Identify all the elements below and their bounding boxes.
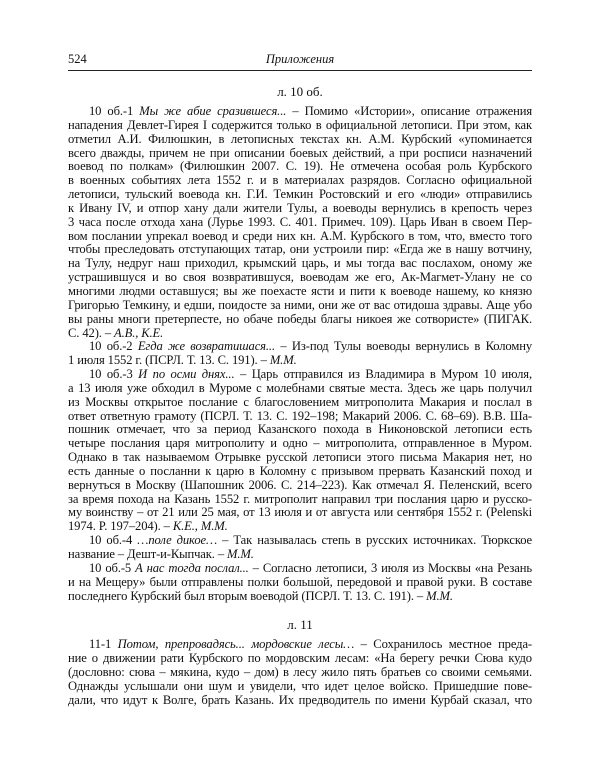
text-segment: – Так называлась степь в русских источниках. Тюркское <box>217 533 532 548</box>
text-segment: (дословно: сюва – мякина, кудо – дом) в лесу жило пять братьев со своими семьями. <box>68 665 532 680</box>
text-segment: отметил А.И. Филюшкин, в летописных текстах кн. А.М. Курбский «упоминается <box>68 131 532 146</box>
text-segment: 3 часа после отхода хана (Лурье 1993. С. 401. Примеч. 109). Царь Иван в своем Пер- <box>68 214 532 229</box>
text-segment: вом послании упрекал воевод и среди них кн. А.М. Курбского в том, что, вместо того <box>68 228 532 243</box>
text-segment: из Москвы открытое послание с благословением митрополита Макария и послал в <box>68 394 532 409</box>
text-segment: пошник отмечает, что за период Казанского похода в Никоновской летописи есть <box>68 422 532 437</box>
text-line <box>68 105 532 119</box>
text-segment: последнего Курбский был вторым воеводой (ПСРЛ. Т. 13. С. 191). – <box>68 588 427 603</box>
text-segment: многими людми оставшуся; вы же поехасте ясти и пити к воеводе нашему, ко князю <box>68 283 532 298</box>
page-number: 524 <box>68 52 87 66</box>
text-segment: за время похода на Казань 1552 г. митрополит направил три послания царю и русско- <box>68 491 532 506</box>
italic-text: М.М. <box>426 588 453 603</box>
italic-text: А.В., К.Е. <box>114 325 164 340</box>
text-line <box>68 437 532 451</box>
text-line <box>68 202 532 216</box>
italic-text: Мы же абие сразившеся... <box>139 104 287 118</box>
text-segment: летописи, тульский воевода кн. Г.И. Темкин Ростовский и его «люди» отправились <box>68 187 532 202</box>
text-segment: 10 об.-4 <box>89 533 138 548</box>
text-line <box>68 313 532 327</box>
text-line <box>68 548 532 562</box>
text-line <box>68 666 532 680</box>
text-line <box>68 354 532 368</box>
section-heading-10ob: л. 10 об. <box>277 84 323 99</box>
running-title: Приложения <box>265 52 335 66</box>
text-segment: дали, что идут к Волге, брать Казань. Их предводитель по имени Курбай сказал, что <box>68 692 532 707</box>
text-line <box>68 680 532 694</box>
text-segment: Григорью Темкину, и едши, поидосте за ними, они же от вас отидоша здравы. Аще убо <box>68 297 532 312</box>
text-segment: ответ ответную грамоту (ПСРЛ. Т. 13. С. 192–198; Макарий 2006. С. 68–69). В.В. Ша- <box>68 408 532 423</box>
text-segment: устрашившуся и во своя возвратившуся, воеводам же его, Ак-Магмет-Улану не со <box>68 270 532 285</box>
italic-text: И по осми днях... <box>138 367 235 382</box>
text-line <box>68 327 532 341</box>
italic-text: К.Е., М.М. <box>172 519 228 534</box>
section-body-11 <box>68 638 532 707</box>
text-line <box>68 382 532 396</box>
text-line <box>68 119 532 133</box>
text-segment: Однажды услышали они шум и увидели, что идет целое войско. Пришедшие пове- <box>68 678 532 693</box>
italic-text: А нас тогда послал... <box>135 560 249 575</box>
text-segment: есть данные о посланни к царю в Коломну с призывом прервать Казанский поход и <box>68 463 532 478</box>
text-line <box>68 230 532 244</box>
text-line <box>68 410 532 424</box>
text-segment: ние о движении рати Курбского по мордовским лесам: «На берегу речки Сюва кудо <box>68 651 532 666</box>
text-segment: чтобы преследовать отступающих татар, они устроили пир: «Егда же в нашу вотчину, <box>68 242 532 257</box>
text-segment: вернуться в Москву (Шапошник 2006. С. 214–223). Как отмечал Я. Пеленский, всего <box>68 477 532 492</box>
text-segment: 10 об.-5 <box>89 560 136 575</box>
text-line <box>68 451 532 465</box>
text-line <box>68 520 532 534</box>
running-header <box>68 50 532 71</box>
text-line <box>68 257 532 271</box>
italic-text: Потом, препровадясь... мордовские лесы… <box>117 637 355 652</box>
text-line <box>68 216 532 230</box>
italic-text: М.М. <box>227 547 254 561</box>
text-segment: четыре послания царя митрополиту и одно – митрополита, отправленное в Муром. <box>68 436 532 451</box>
text-segment: 10 об.-3 <box>89 367 139 382</box>
text-line <box>68 465 532 479</box>
text-segment: 1974. P. 197–204). – <box>68 519 173 534</box>
page-content <box>68 84 532 708</box>
text-segment: и на Мещеру» были отправлены полки большой, передовой и правой руки. В составе <box>68 574 532 589</box>
text-segment: – Сохранилось местное преда- <box>354 637 532 652</box>
text-segment: – Согласно летописи, 3 июля из Москвы «на Резань <box>248 560 532 575</box>
text-line <box>68 479 532 493</box>
text-line <box>68 368 532 382</box>
text-line <box>68 340 532 354</box>
text-segment: всего дважды, причем не при описании боевых действий, а при росписи назначений <box>68 145 532 160</box>
text-segment: – Помимо «Истории», описание отражения <box>286 104 533 118</box>
text-line <box>68 534 532 548</box>
text-line <box>68 174 532 188</box>
text-line <box>68 423 532 437</box>
text-line <box>68 590 532 604</box>
text-line <box>68 188 532 202</box>
text-line <box>68 652 532 666</box>
text-segment: а 13 июля уже обходил в Муроме с молебнами святые места. Здесь же царь получил <box>68 380 532 395</box>
text-line <box>68 493 532 507</box>
text-segment: 1 июля 1552 г. (ПСРЛ. Т. 13. С. 191). – <box>68 353 270 368</box>
text-segment: вы раны многи претерпесте, но обаче победы благы никоея же сотвористе» (ПИГАК. <box>68 311 532 326</box>
italic-text: М.М. <box>269 353 297 368</box>
section-body-10ob <box>68 105 532 603</box>
italic-text: Егда же возвратишася... <box>137 339 275 354</box>
text-segment: – Царь отправился из Владимира в Муром 10 июля, <box>234 367 532 382</box>
text-line <box>68 506 532 520</box>
italic-text: …поле дикое… <box>137 533 218 548</box>
text-line <box>68 638 532 652</box>
text-line <box>68 147 532 161</box>
text-line <box>68 562 532 576</box>
text-line <box>68 285 532 299</box>
text-segment: в военных событиях лета 1552 г. и в материалах разрядов. Согласно официальной <box>68 173 532 188</box>
text-segment: 10 об.-2 <box>89 339 138 354</box>
text-line <box>68 299 532 313</box>
text-segment: название – Дешт-и-Кыпчак. – <box>68 547 228 561</box>
text-line <box>68 271 532 285</box>
text-line <box>68 133 532 147</box>
section-heading-11: л. 11 <box>287 617 313 633</box>
text-line <box>68 160 532 174</box>
text-segment: воевод по полкам» (Филюшкин 2007. С. 19). Не отмечена особая роль Курбского <box>68 159 532 174</box>
text-segment: к Ивану IV, и отпор хану дали жители Тулы, а воеводы вернулись в крепость через <box>68 200 532 215</box>
text-segment: – Из-под Тулы воеводы вернулись в Коломну <box>275 339 532 354</box>
text-segment: на Тулу, недруг наш приходил, крымский царь, и мы тогда вас послахом, оному же <box>68 256 532 271</box>
text-segment: нападения Девлет-Гирея I содержится только в официальной летописи. При этом, как <box>68 117 532 132</box>
text-segment: Однако в так называемом Отрывке русской летописи этого письма Макария нет, но <box>68 450 532 465</box>
text-line <box>68 243 532 257</box>
text-segment: му воинству – от 21 или 25 мая, от 13 июля и от августа или сентября 1552 г. (Pelenski <box>68 505 532 520</box>
text-line <box>68 396 532 410</box>
text-segment: 11-1 <box>89 637 118 652</box>
text-line <box>68 694 532 708</box>
text-segment: С. 42). – <box>68 325 115 340</box>
text-segment: 10 об.-1 <box>89 104 140 118</box>
text-line <box>68 576 532 590</box>
